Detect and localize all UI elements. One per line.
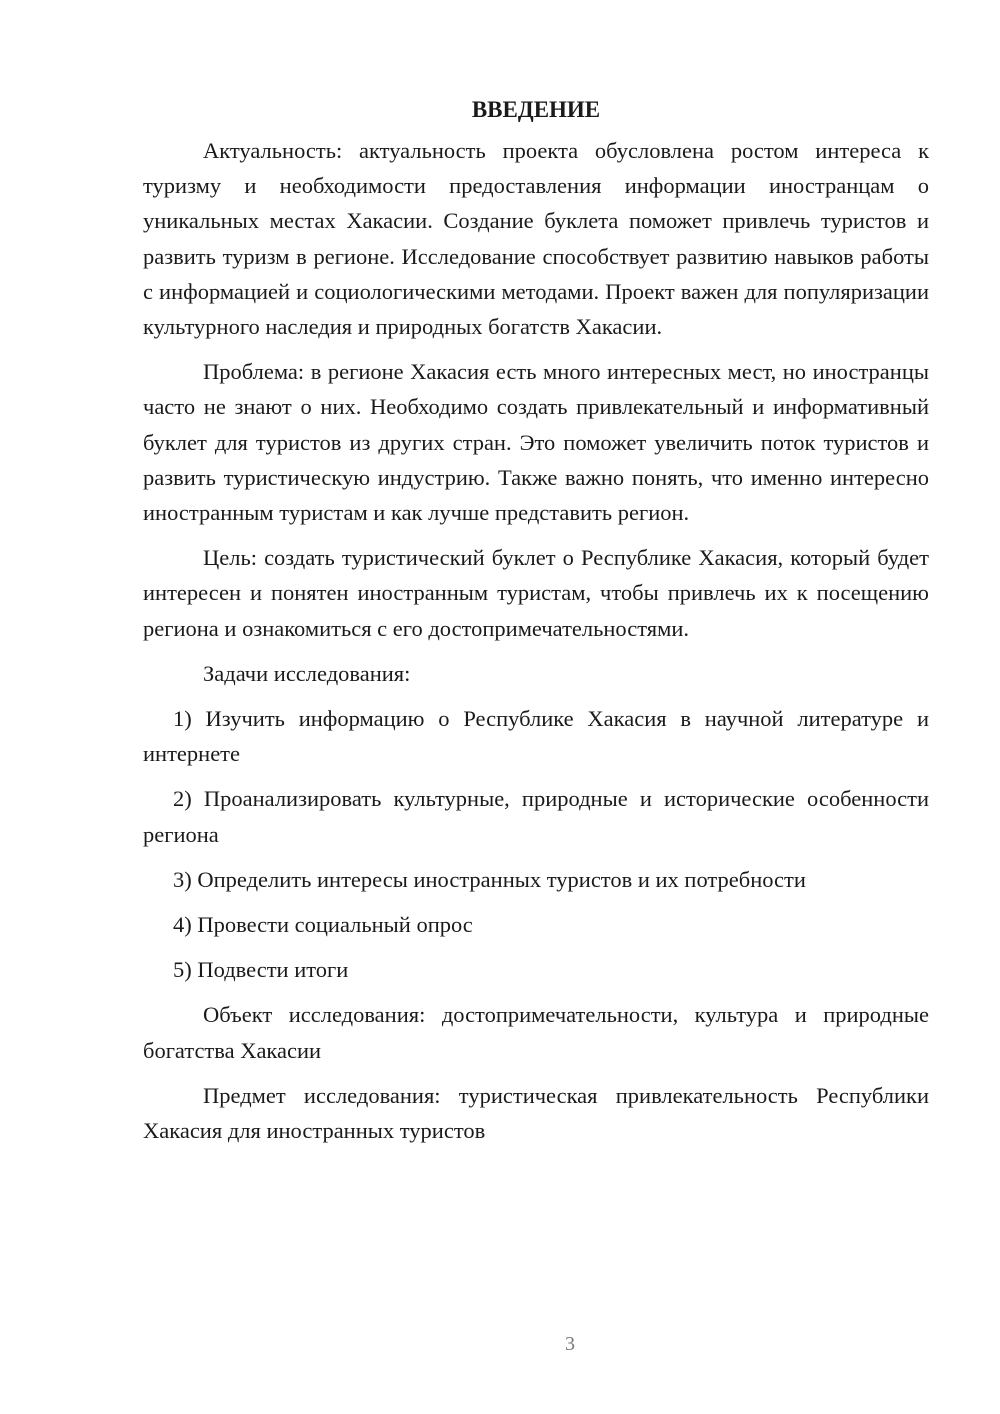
task-item-4: 4) Провести социальный опрос xyxy=(173,912,473,938)
document-page xyxy=(143,92,929,1158)
task-item-1: 1) Изучить информацию о Республике Хакасия в научной литературе и интернете xyxy=(143,706,929,767)
task-item-5: 5) Подвести итоги xyxy=(173,957,349,983)
paragraph-relevance: Актуальность: актуальность проекта обусловлена ростом интереса к туризму и необходимости предоставления информации иностранцам о уникальных местах Хакасии. Создание буклета поможет привлечь туристов и развить туризм в регионе. Исследование способствует развитию навыков работы с информацией и социологическими методами. Проект важен для популяризации культурного наследия и природных богатств Хакасии. xyxy=(143,138,929,340)
task-item-2: 2) Проанализировать культурные, природные и исторические особенности региона xyxy=(143,786,929,847)
paragraph-problem: Проблема: в регионе Хакасия есть много интересных мест, но иностранцы часто не знают о них. Необходимо создать привлекательный и информативный буклет для туристов из других стран. Это поможет увеличить поток туристов и развить туристическую индустрию. Также важно понять, что именно интересно иностранным туристам и как лучше представить регион. xyxy=(143,359,929,526)
paragraph-goal: Цель: создать туристический буклет о Республике Хакасия, который будет интересен и понятен иностранным туристам, чтобы привлечь их к посещению региона и ознакомиться с его достопримечательностями. xyxy=(143,545,929,641)
page-number: 3 xyxy=(565,1333,575,1355)
paragraph-subject: Предмет исследования: туристическая привлекательность Республики Хакасия для иностранных туристов xyxy=(143,1082,929,1144)
paragraph-object: Объект исследования: достопримечательности, культура и природные богатства Хакасии xyxy=(143,1002,929,1063)
section-title: ВВЕДЕНИЕ xyxy=(471,97,601,122)
paragraph-tasks-heading: Задачи исследования: xyxy=(203,660,411,686)
task-item-3: 3) Определить интересы иностранных туристов и их потребности xyxy=(173,866,806,892)
